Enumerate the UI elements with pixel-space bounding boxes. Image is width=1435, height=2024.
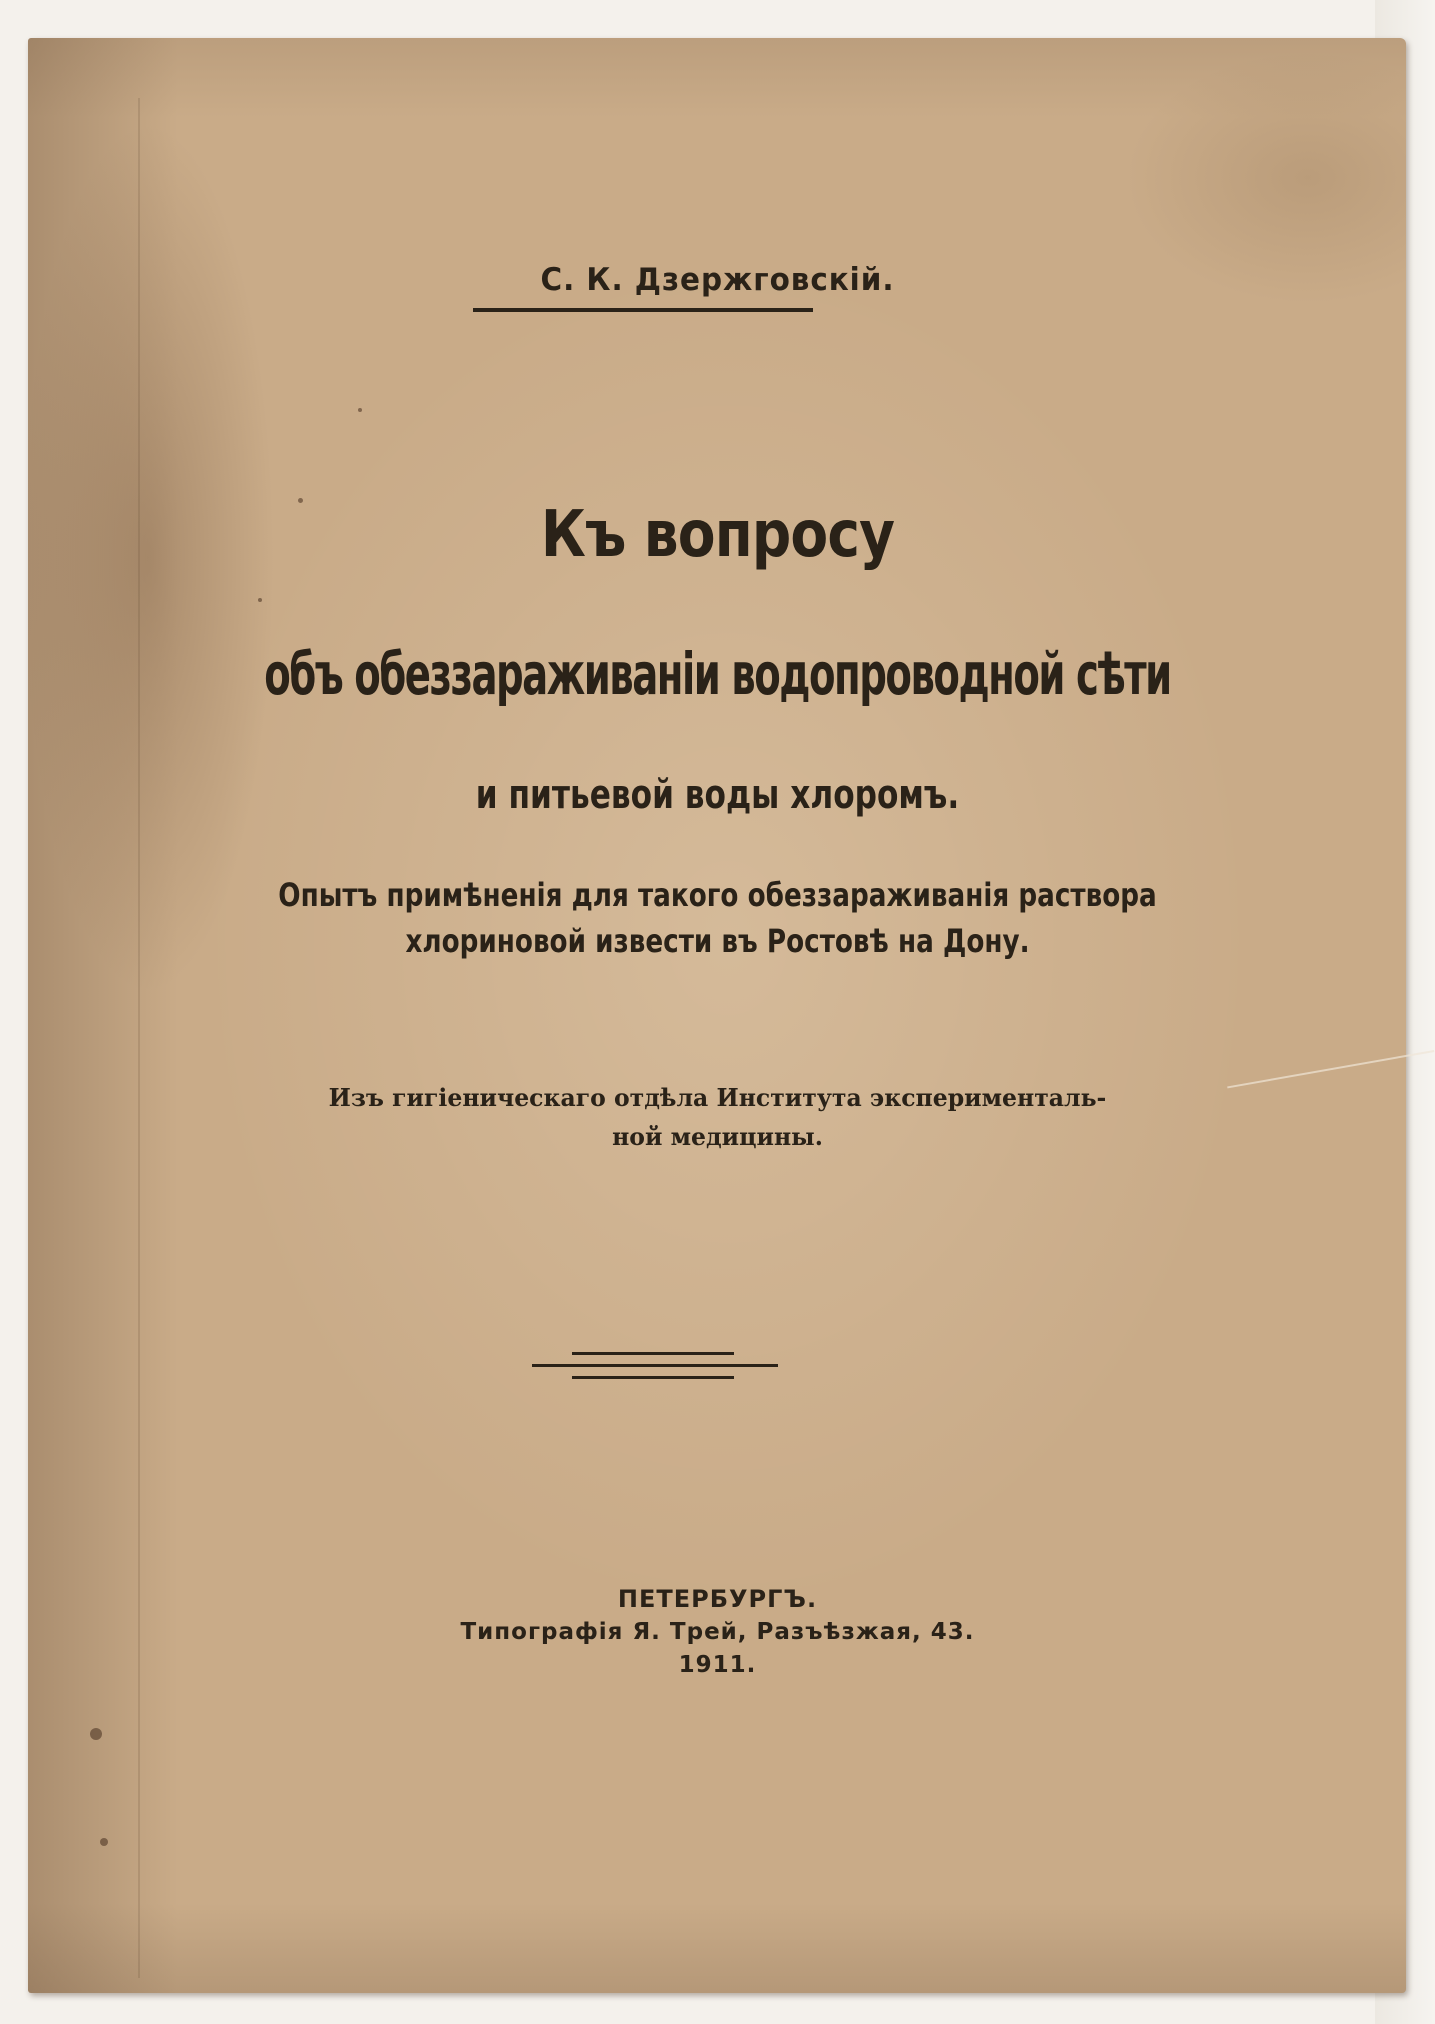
subtitle-line-2: хлориновой извести въ Ростовѣ на Дону.	[405, 922, 1030, 960]
title-line-1: Къ вопросу	[540, 498, 895, 572]
stain-spot	[258, 598, 262, 602]
title-line-2: объ обеззараживаніи водопроводной сѣти	[264, 640, 1171, 708]
book-cover	[28, 38, 1406, 1993]
rule-line-bottom	[572, 1376, 734, 1379]
author-name: С. К. Дзержговскій.	[540, 262, 895, 298]
author-underline	[473, 308, 813, 312]
rule-line-top	[572, 1352, 734, 1355]
institution-line-1: Изъ гигіеническаго отдѣла Института эксперименталь-	[328, 1083, 1107, 1112]
imprint-printer: Типографія Я. Трей, Разъѣзжая, 43.	[460, 1619, 975, 1645]
stain-spot	[100, 1838, 108, 1846]
subtitle-line-1: Опытъ примѣненія для такого обеззараживанія раствора	[278, 876, 1157, 914]
institution-line-2: ной медицины.	[612, 1122, 823, 1151]
stain-spot	[358, 408, 362, 412]
imprint-year: 1911.	[678, 1652, 757, 1678]
imprint-city: ПЕТЕРБУРГЪ.	[617, 1585, 818, 1613]
stain-spot	[90, 1728, 102, 1740]
title-line-3: и питьевой воды хлоромъ.	[475, 772, 960, 818]
spine-fold	[138, 98, 140, 1978]
rule-line-middle	[532, 1364, 778, 1367]
